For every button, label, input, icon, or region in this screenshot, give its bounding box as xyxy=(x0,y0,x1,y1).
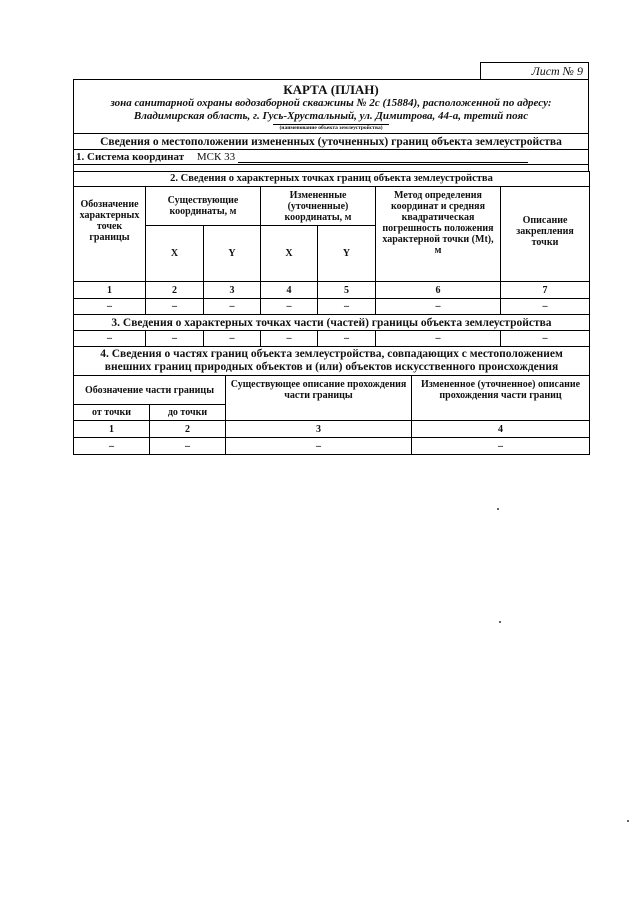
object-caption: (наименование объекта землеустройства) xyxy=(273,124,388,132)
coord-system-row xyxy=(74,150,589,165)
col-point-header: Обозначение характерных точек границы xyxy=(74,187,146,282)
table-cell: – xyxy=(146,331,204,347)
object-description-line2: Владимирская область, г. Гусь-Хрустальный, ул. Димитрова, 44-а, третий пояс xyxy=(133,110,529,122)
col-number: 1 xyxy=(74,421,150,438)
table-cell: – xyxy=(204,299,261,315)
coord-system-value: МСК 33 xyxy=(196,151,236,163)
table-row xyxy=(74,299,590,315)
section-1-table xyxy=(73,133,589,171)
scan-speck xyxy=(627,820,629,822)
coord-system-label: 1. Система координат xyxy=(76,151,185,163)
section-4-table xyxy=(73,346,590,455)
col-number: 1 xyxy=(74,282,146,299)
section-2-table xyxy=(73,171,590,347)
table-cell: – xyxy=(150,438,226,455)
col-number: 7 xyxy=(501,282,590,299)
table-cell: – xyxy=(318,299,376,315)
sheet-number: Лист № 9 xyxy=(480,62,589,79)
table-cell: – xyxy=(74,331,146,347)
col-existing-desc-header: Существующее описание прохождения части границы xyxy=(226,376,412,421)
table-cell: – xyxy=(74,299,146,315)
table-row xyxy=(74,438,590,455)
table-cell: – xyxy=(501,299,590,315)
col-number: 2 xyxy=(146,282,204,299)
section-3-title: 3. Сведения о характерных точках части (частей) границы объекта землеустройства xyxy=(74,315,590,331)
table-cell: – xyxy=(412,438,590,455)
col-number: 5 xyxy=(318,282,376,299)
table-cell: – xyxy=(226,438,412,455)
table-cell: – xyxy=(318,331,376,347)
table-cell: – xyxy=(376,299,501,315)
object-description-line1: зона санитарной охраны водозаборной скважины № 2с (15884), расположенной по адресу: xyxy=(110,97,552,109)
col-existing-x: X xyxy=(146,226,204,282)
section-4-title-line2: внешних границ природных объектов и (или) объектов искусственного происхождения xyxy=(104,361,559,373)
col-changed-x: X xyxy=(261,226,318,282)
table-cell: – xyxy=(261,331,318,347)
col-method-header: Метод определения координат и средняя квадратическая погрешность положения характерной точки (Mt), м xyxy=(376,187,501,282)
col-number: 4 xyxy=(412,421,590,438)
col-existing-y: Y xyxy=(204,226,261,282)
table-cell: – xyxy=(74,438,150,455)
scan-speck xyxy=(499,621,501,623)
col-number: 2 xyxy=(150,421,226,438)
scan-speck xyxy=(497,508,499,510)
col-number: 4 xyxy=(261,282,318,299)
document-title: КАРТА (ПЛАН) xyxy=(283,82,379,97)
document-header xyxy=(73,79,589,133)
section-2-title: 2. Сведения о характерных точках границ объекта землеустройства xyxy=(74,172,590,187)
col-designation-header: Обозначение части границы xyxy=(74,376,226,405)
col-number: 3 xyxy=(226,421,412,438)
col-existing-coords-header: Существующие координаты, м xyxy=(146,187,261,226)
table-row xyxy=(74,331,590,347)
col-changed-y: Y xyxy=(318,226,376,282)
section-4-title xyxy=(74,347,590,376)
col-from-point: от точки xyxy=(74,405,150,421)
table-cell: – xyxy=(204,331,261,347)
table-cell: – xyxy=(261,299,318,315)
col-to-point: до точки xyxy=(150,405,226,421)
col-changed-coords-header: Измененные (уточненные) координаты, м xyxy=(261,187,376,226)
col-changed-desc-header: Измененное (уточненное) описание прохождения части границ xyxy=(412,376,590,421)
col-number: 3 xyxy=(204,282,261,299)
section-4-title-line1: 4. Сведения о частях границ объекта землеустройства, совпадающих с местоположением xyxy=(100,348,563,360)
col-number: 6 xyxy=(376,282,501,299)
section-main-title: Сведения о местоположении измененных (уточненных) границ объекта землеустройства xyxy=(74,134,589,150)
table-cell: – xyxy=(146,299,204,315)
boundary-map-document xyxy=(73,79,589,455)
table-cell: – xyxy=(376,331,501,347)
col-fixing-desc-header: Описание закрепления точки xyxy=(501,187,590,282)
table-cell: – xyxy=(501,331,590,347)
